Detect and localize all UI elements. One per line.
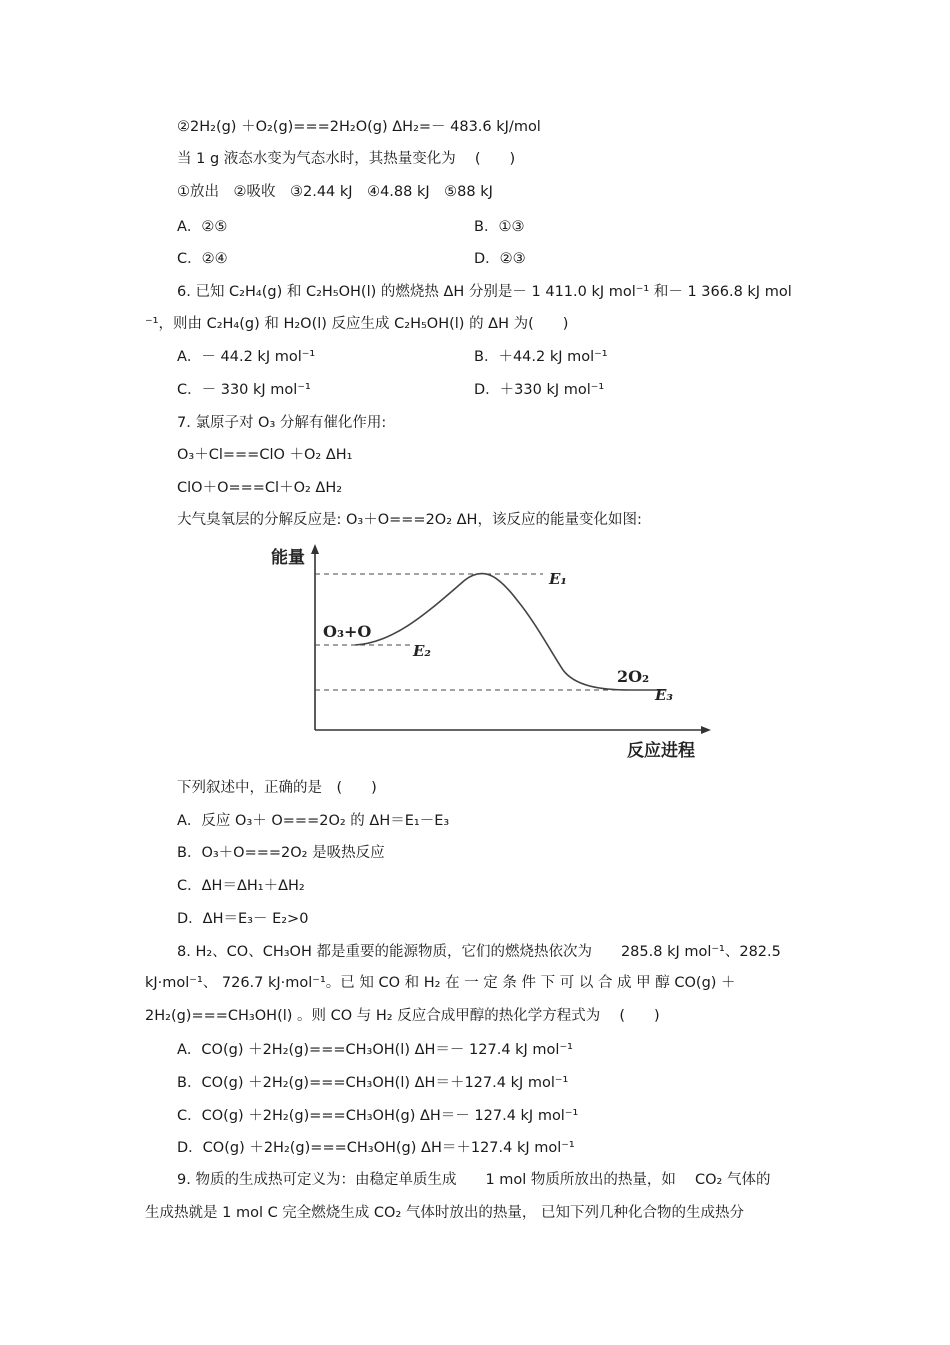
text-line: O₃＋Cl===ClO ＋O₂ ΔH₁: [177, 447, 353, 463]
option-b: B．①③: [474, 219, 525, 235]
option-b: B．CO(g) ＋2H₂(g)===CH₃OH(l) ΔH＝＋127.4 kJ mol⁻¹: [177, 1075, 569, 1091]
option-b: B．O₃＋O===2O₂ 是吸热反应: [177, 845, 385, 861]
question-8: 8. H₂、CO、CH₃OH 都是重要的能源物质，它们的燃烧热依次为 285.8 kJ mol⁻¹、282.5: [177, 944, 781, 960]
option-d: D．ΔH＝E₃－ E₂>0: [177, 911, 309, 927]
option-a: A．反应 O₃＋ O===2O₂ 的 ΔH＝E₁－E₃: [177, 813, 450, 829]
text-line: 大气臭氧层的分解反应是: O₃＋O===2O₂ ΔH，该反应的能量变化如图:: [177, 512, 642, 528]
option-b: B．＋44.2 kJ mol⁻¹: [474, 349, 608, 365]
option-c: C．－ 330 kJ mol⁻¹: [177, 382, 311, 398]
option-d: D．②③: [474, 251, 526, 267]
option-a: A．CO(g) ＋2H₂(g)===CH₃OH(l) ΔH＝－ 127.4 kJ mol⁻¹: [177, 1042, 573, 1058]
product-label: 2O₂: [617, 667, 650, 686]
e3-label: E₃: [655, 686, 674, 704]
reactant-label: O₃+O: [323, 622, 372, 641]
text-line: 2H₂(g)===CH₃OH(l) 。则 CO 与 H₂ 反应合成甲醇的热化学方程式为 ( ): [145, 1008, 660, 1024]
option-d: D．＋330 kJ mol⁻¹: [474, 382, 605, 398]
question-9: 9. 物质的生成热可定义为：由稳定单质生成 1 mol 物质所放出的热量，如 CO₂ 气体的: [177, 1172, 771, 1188]
option-c: C．ΔH＝ΔH₁＋ΔH₂: [177, 878, 305, 894]
y-axis-arrow: [311, 544, 319, 554]
y-axis-label: 能量: [271, 548, 305, 568]
text-line: ⁻¹，则由 C₂H₄(g) 和 H₂O(l) 反应生成 C₂H₅OH(l) 的 ΔH 为( ): [145, 316, 569, 332]
energy-diagram: [255, 540, 715, 770]
text-line: 生成热就是 1 mol C 完全燃烧生成 CO₂ 气体时放出的热量， 已知下列几种化合物的生成热分: [145, 1205, 744, 1221]
e1-label: E₁: [549, 570, 568, 588]
text-line: ①放出 ②吸收 ③2.44 kJ ④4.88 kJ ⑤88 kJ: [177, 184, 493, 200]
option-c: C．②④: [177, 251, 228, 267]
text-line: 下列叙述中，正确的是 ( ): [177, 780, 377, 796]
option-d: D．CO(g) ＋2H₂(g)===CH₃OH(g) ΔH＝＋127.4 kJ mol⁻¹: [177, 1140, 575, 1156]
text-line: ClO＋O===Cl＋O₂ ΔH₂: [177, 480, 343, 496]
question-7: 7. 氯原子对 O₃ 分解有催化作用:: [177, 415, 387, 431]
option-a: A．②⑤: [177, 219, 228, 235]
text-line: ②2H₂(g) ＋O₂(g)===2H₂O(g) ΔH₂=－ 483.6 kJ/mol: [177, 119, 541, 135]
x-axis-label: 反应进程: [627, 741, 695, 761]
x-axis-arrow: [701, 726, 711, 734]
text-line: kJ·mol⁻¹、 726.7 kJ·mol⁻¹。已 知 CO 和 H₂ 在 一 定 条 件 下 可 以 合 成 甲 醇 CO(g) ＋: [145, 975, 736, 991]
option-c: C．CO(g) ＋2H₂(g)===CH₃OH(g) ΔH＝－ 127.4 kJ mol⁻¹: [177, 1108, 579, 1124]
option-a: A．－ 44.2 kJ mol⁻¹: [177, 349, 316, 365]
e2-label: E₂: [413, 642, 432, 660]
question-6: 6. 已知 C₂H₄(g) 和 C₂H₅OH(l) 的燃烧热 ΔH 分别是－ 1 411.0 kJ mol⁻¹ 和－ 1 366.8 kJ mol: [177, 284, 792, 300]
text-line: 当 1 g 液态水变为气态水时，其热量变化为 ( ): [177, 151, 516, 167]
